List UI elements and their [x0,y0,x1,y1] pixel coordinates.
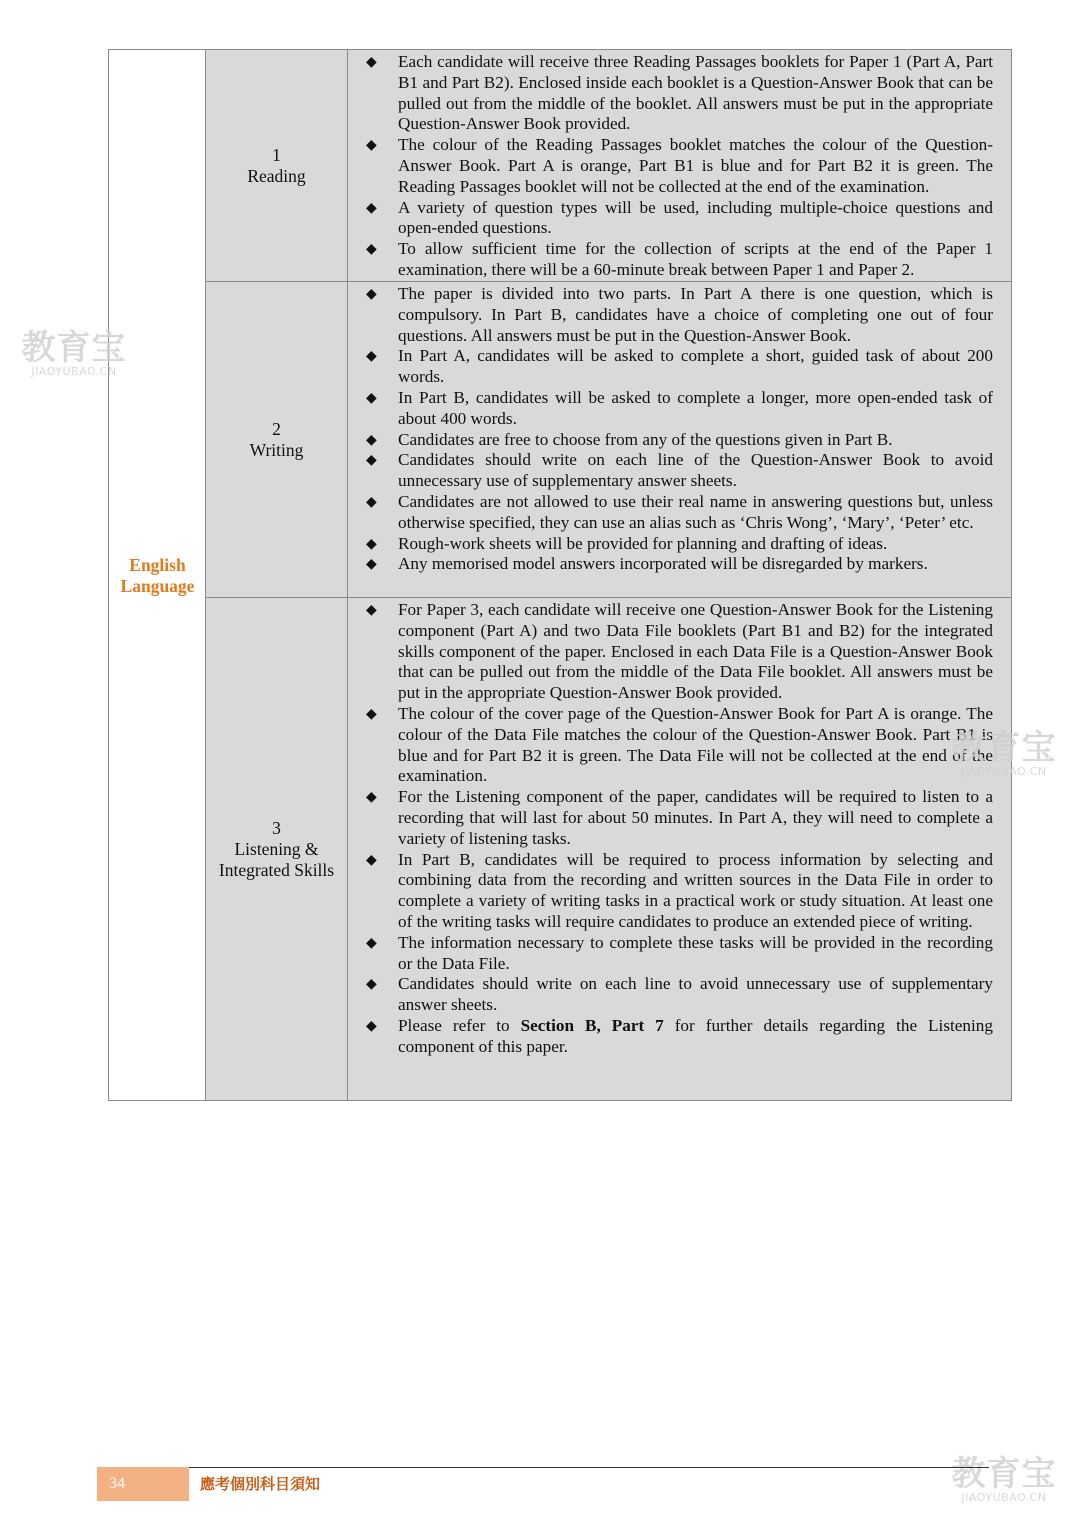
paper-number: 1 [272,144,281,165]
diamond-bullet-icon: ◆ [366,348,377,365]
diamond-bullet-icon: ◆ [366,976,377,993]
paper-name-line2: Integrated Skills [218,859,335,880]
bullet-item [366,491,993,534]
bullet-text: Each candidate will receive three Reading Passages booklets for Paper 1 (Part A, Part B1 and Part B2). Enclosed inside each booklet is a Question-Answer Book that can be pulled out from the middle of the booklet. All answers must be put in the appropriate Question-Answer Book provided. [398,52,993,134]
bullet-text: For Paper 3, each candidate will receive one Question-Answer Book for the Listening component (Part A) and two Data File booklets (Part B1 and B2) for the integrated skills component of the paper. Enclosed in each Data File is a Question-Answer Book that can be pulled out from the middle of the Data File booklet. All answers must be put in the appropriate Question-Answer Book provided. [398,600,993,703]
bullet-text: In Part B, candidates will be asked to complete a longer, more open-ended task of about 400 words. [398,387,993,428]
diamond-bullet-icon: ◆ [366,431,377,448]
bullet-item [366,787,993,849]
bullet-item [366,346,993,388]
watermark-text: 教育宝 [951,1454,1057,1494]
watermark-logo [948,730,1060,778]
paper-number: 2 [272,418,281,439]
diamond-bullet-icon: ◆ [366,851,377,868]
paper-description [348,50,1011,281]
bullet-text: The paper is divided into two parts. In Part A there is one question, which is compulsory. In Part B, candidates have a choice of completing one out of four questions. All answers must be put in the Question-Answer Book. [398,284,993,345]
bullet-text: To allow sufficient time for the collection of scripts at the end of the Paper 1 examination, there will be a 60-minute break between Paper 1 and Paper 2. [398,239,993,279]
paper-description [348,282,1011,597]
subject-name-line2: Language [120,576,195,596]
diamond-bullet-icon: ◆ [366,556,377,573]
bullet-item [366,284,993,346]
paper-row-writing [206,282,1011,598]
diamond-bullet-icon: ◆ [366,137,377,154]
bullet-item [366,554,993,575]
bullet-item [366,52,993,135]
bullet-item [366,1015,993,1058]
bullet-text: A variety of question types will be used, including multiple-choice questions and open-ended questions. [398,197,993,238]
paper-cell [206,50,348,281]
subject-cell [109,50,206,1100]
bullet-text: Rough-work sheets will be provided for planning and drafting of ideas. [398,533,888,553]
bullet-text: Any memorised model answers incorporated will be disregarded by markers. [398,554,928,574]
bullet-item [366,429,993,451]
bullet-item [366,197,993,240]
bullet-item [366,932,993,975]
watermark-url: JIAOYUBAO.CN [31,365,117,378]
paper-number: 3 [272,817,281,838]
watermark-logo [18,330,130,378]
paper-cell [206,282,348,597]
watermark-logo [948,1456,1060,1504]
bullet-text-after: for further details regarding the Listening component of this paper. [398,1015,993,1056]
bullet-item [366,387,993,430]
diamond-bullet-icon: ◆ [366,535,377,552]
watermark-text: 教育宝 [951,728,1057,768]
paper-row-reading [206,50,1011,282]
diamond-bullet-icon: ◆ [366,389,377,406]
paper-row-listening [206,598,1011,1100]
subject-name-line1: English [129,555,186,575]
bullet-text: Candidates are free to choose from any of the questions given in Part B. [398,429,893,449]
bullet-item [366,450,993,492]
subject-name [109,555,206,597]
page-number: 34 [97,1467,189,1501]
paper-cell [206,598,348,1100]
diamond-bullet-icon: ◆ [366,934,377,951]
bullet-text: The colour of the cover page of the Question-Answer Book for Part A is orange. The colour of the Data File matches the colour of the Question-Answer Book. Part B1 is blue and for Part B2 it is green. The Data File will not be collected at the end of the examination. [398,703,993,786]
watermark-text: 教育宝 [21,328,127,368]
watermark-url: JIAOYUBAO.CN [961,765,1047,778]
footer-title: 應考個別科目須知 [200,1475,321,1493]
bullet-item [366,239,993,281]
paper-name-line1: Listening & [234,838,319,859]
bullet-item [366,974,993,1016]
bullet-text-before: Please refer to [398,1015,521,1035]
bullet-item [366,600,993,704]
bullet-text: For the Listening component of the paper, candidates will be required to listen to a recording that will last for about 50 minutes. In Part A, they will need to complete a variety of listening tasks. [398,787,993,848]
watermark-url: JIAOYUBAO.CN [961,1491,1047,1504]
diamond-bullet-icon: ◆ [366,1017,377,1034]
subject-table [108,49,1012,1101]
bullet-text: In Part B, candidates will be required to process information by selecting and combining data from the recording and written sources in the Data File in order to complete a variety of writing tasks in a practical work or study situation. At least one of the writing tasks will require candidates to produce an extended piece of writing. [398,849,993,931]
section-reference: Section B, Part 7 [520,1015,664,1035]
diamond-bullet-icon: ◆ [366,602,377,618]
diamond-bullet-icon: ◆ [366,705,377,722]
bullet-text: In Part A, candidates will be asked to complete a short, guided task of about 200 words. [398,346,993,387]
paper-description [348,598,1011,1100]
bullet-item [366,533,993,555]
bullet-item [366,135,993,197]
diamond-bullet-icon: ◆ [366,789,377,806]
bullet-item [366,849,993,933]
bullet-text: The colour of the Reading Passages booklet matches the colour of the Question-Answer Book. Part A is orange, Part B1 is blue and for Part B2 it is green. The Reading Passages booklet will not be collected at the end of the examination. [398,135,993,196]
bullet-text: Candidates should write on each line to avoid unnecessary use of supplementary answer sheets. [398,974,993,1015]
bullet-text: Candidates are not allowed to use their real name in answering questions but, unless otherwise specified, they can use an alias such as ‘Chris Wong’, ‘Mary’, ‘Peter’ etc. [398,491,993,532]
diamond-bullet-icon: ◆ [366,241,377,258]
paper-name: Writing [249,439,304,460]
footer-divider [189,1467,989,1468]
bullet-text: Candidates should write on each line of the Question-Answer Book to avoid unnecessary use of supplementary answer sheets. [398,450,993,491]
bullet-text: The information necessary to complete these tasks will be provided in the recording or the Data File. [398,932,993,973]
diamond-bullet-icon: ◆ [366,493,377,510]
bullet-item [366,703,993,787]
paper-name: Reading [247,165,306,186]
diamond-bullet-icon: ◆ [366,286,377,302]
diamond-bullet-icon: ◆ [366,199,377,216]
diamond-bullet-icon: ◆ [366,54,377,70]
diamond-bullet-icon: ◆ [366,452,377,469]
